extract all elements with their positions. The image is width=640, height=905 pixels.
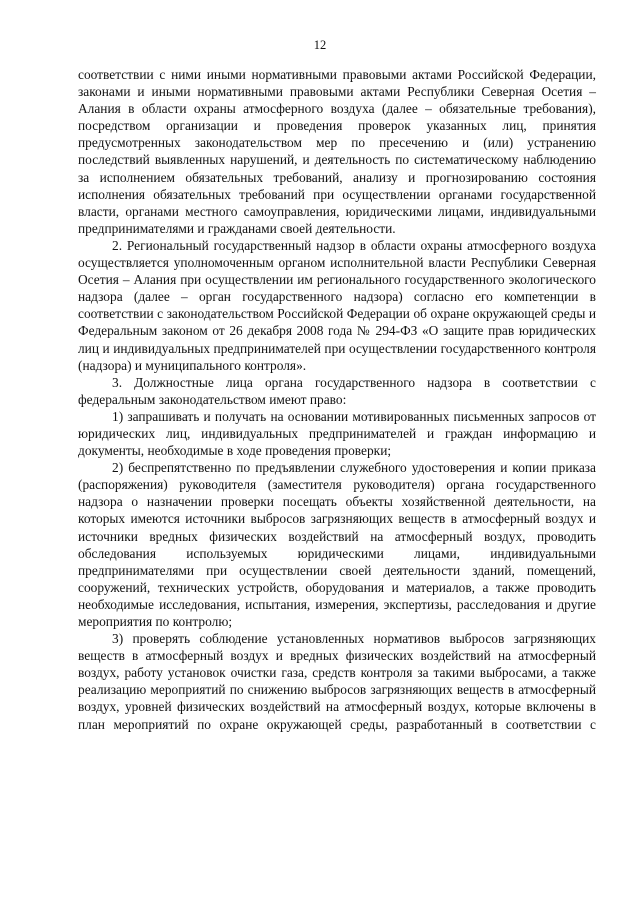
paragraph-item-3: 3. Должностные лица органа государственного надзора в соответствии с федеральным законодательством имеют право: (78, 374, 596, 407)
page-number: 12 (313, 38, 327, 52)
paragraph-subitem-3: 3) проверять соблюдение установленных нормативов выбросов загрязняющих веществ в атмосферный воздух и вредных физических воздействий на атмосферный воздух, работу установок очистки газа, средств контроля за такими выбросами, а также реализацию мероприятий по снижению выбросов загрязняющих веществ в атмосферный воздух, уровней физических воздействий на атмосферный воздух, которые включены в план мероприятий по охране окружающей среды, разработанный в соответствии с (78, 631, 596, 732)
paragraph-subitem-2: 2) беспрепятственно по предъявлении служебного удостоверения и копии приказа (распоряжения) руководителя (заместителя руководителя) органа государственного надзора о назначении проверки посещать объекты хозяйственной деятельности, на которых имеются источники выбросов загрязняющих веществ в атмосферный воздух и источники вредных физических воздействий на атмосферный воздух, проводить обследования используемых юридическими лицами, индивидуальными предпринимателями при осуществлении своей деятельности зданий, помещений, сооружений, технических устройств, оборудования и материалов, а также проводить необходимые исследования, испытания, измерения, экспертизы, расследования и другие мероприятия по контролю; (78, 460, 596, 629)
paragraph-continuation: соответствии с ними иными нормативными правовыми актами Российской Федерации, законами и иными нормативными правовыми актами Республики Северная Осетия – Алания в области охраны атмосферного воздуха (далее – обязательные требования), посредством организации и проведения проверок указанных лиц, принятия предусмотренных законодательством мер по пресечению и (или) устранению последствий выявленных нарушений, и деятельность по систематическому наблюдению за исполнением обязательных требований, анализу и прогнозированию состояния исполнения обязательных требований при осуществлении органами государственной власти, органами местного самоуправления, юридическими лицами, индивидуальными предпринимателями и гражданами своей деятельности. (78, 67, 596, 236)
paragraph-item-2: 2. Региональный государственный надзор в области охраны атмосферного воздуха осуществляется уполномоченным органом исполнительной власти Республики Северная Осетия – Алания при осуществлении им регионального государственного экологического надзора (далее – орган государственного надзора) согласно его компетенции в соответствии с законодательством Российской Федерации об охране окружающей среды и Федеральным законом от 26 декабря 2008 года № 294-ФЗ «О защите прав юридических лиц и индивидуальных предпринимателей при осуществлении государственного контроля (надзора) и муниципального контроля». (78, 237, 596, 373)
paragraph-subitem-1: 1) запрашивать и получать на основании мотивированных письменных запросов от юридических лиц, индивидуальных предпринимателей и граждан информацию и документы, необходимые в ходе проведения проверки; (78, 408, 596, 459)
document-body (78, 66, 596, 733)
